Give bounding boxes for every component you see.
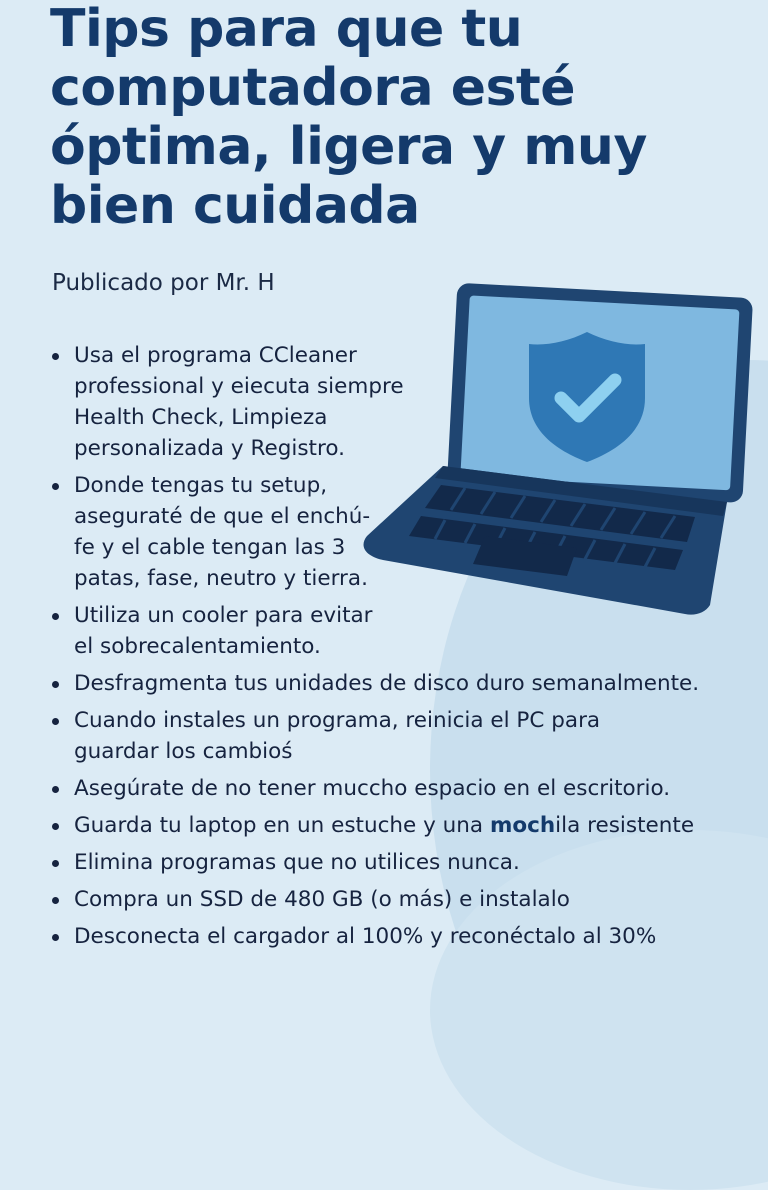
author-byline: Publicado por Mr. H	[52, 270, 275, 296]
title-line: óptima, ligera y muy	[50, 117, 647, 177]
page-title	[50, 0, 730, 236]
list-item: Desfragmenta tus unidades de disco duro semanalmente.	[48, 668, 748, 699]
list-item: Utiliza un cooler para evitar el sobrecalentamiento.	[48, 600, 748, 662]
list-item: Donde tengas tu setup, asegurаté de que el enchú- fe y el cable tengan las 3 patas, fase, neutro y tierra.	[48, 470, 748, 594]
list-item: Guarda tu laptop en un estuche y una mochila resistente	[48, 810, 748, 841]
title-line: computadora esté	[50, 58, 576, 118]
bold-text: moch	[489, 813, 556, 838]
title-line: Tips para que tu	[50, 0, 523, 59]
tips-list	[48, 340, 748, 958]
title-line: bien cuidada	[50, 176, 420, 236]
list-item: Asegúrate de no tener muccho espacio en el escritorio.	[48, 773, 748, 804]
list-item: Desconecta el cargador al 100% y reconéctalo al 30%	[48, 921, 748, 952]
list-item: Compra un SSD de 480 GB (o más) e instalalo	[48, 884, 748, 915]
list-item: Usa el programa CCleaner professional y eiecuta siempre Health Check, Limpieza personalizada y Registro.	[48, 340, 748, 464]
list-item: Elimina programas que no utilices nunca.	[48, 847, 748, 878]
list-item: Cuando instales un programa, reinicia el PC para guardar los cambioś	[48, 705, 748, 767]
